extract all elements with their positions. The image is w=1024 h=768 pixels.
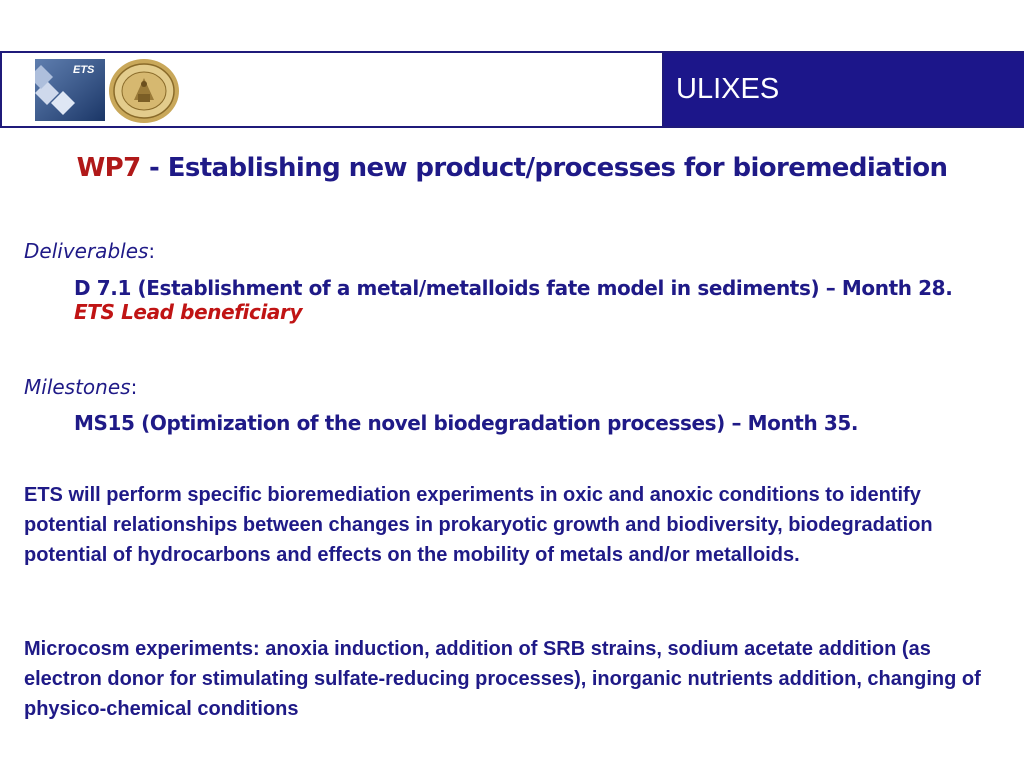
deliverable-item-text: D 7.1 (Establishment of a metal/metalloids fate model in sediments) – Month 28.	[74, 276, 953, 300]
slide-header	[0, 51, 1024, 128]
ets-logo	[35, 59, 105, 121]
milestone-item-text: MS15 (Optimization of the novel biodegradation processes) – Month 35.	[74, 411, 859, 435]
deliverables-label	[24, 239, 155, 263]
header-title-box	[664, 53, 1024, 126]
milestones-colon: :	[130, 375, 138, 399]
university-seal-logo	[108, 58, 180, 124]
milestones-label	[24, 375, 137, 399]
paragraph-ets: ETS will perform specific bioremediation experiments in oxic and anoxic conditions to identify potential relationships between changes in prokaryotic growth and biodiversity, biodegradation potential of hydrocarbons and effects on the mobility of metals and/or metalloids.	[24, 484, 933, 566]
deliverables-colon: :	[148, 239, 156, 263]
ets-logo-text: ETS	[73, 64, 95, 76]
heading-title: - Establishing new product/processes for bioremediation	[140, 153, 948, 183]
deliverable-highlight: ETS Lead beneficiary	[74, 300, 303, 324]
deliverable-item	[74, 276, 994, 324]
milestone-item	[74, 411, 994, 435]
milestones-label-text: Milestones	[24, 375, 131, 399]
heading-wp-label: WP7	[76, 153, 141, 183]
deliverables-label-text: Deliverables	[24, 239, 149, 263]
paragraph-microcosm: Microcosm experiments: anoxia induction, addition of SRB strains, sodium acetate addition (as electron donor for stimulating sulfate-reducing processes), inorganic nutrients addition, changing of physico-chemical conditions	[24, 638, 981, 720]
header-title: ULIXES	[676, 73, 780, 105]
slide-heading	[0, 153, 1024, 183]
logo-box	[0, 53, 664, 126]
